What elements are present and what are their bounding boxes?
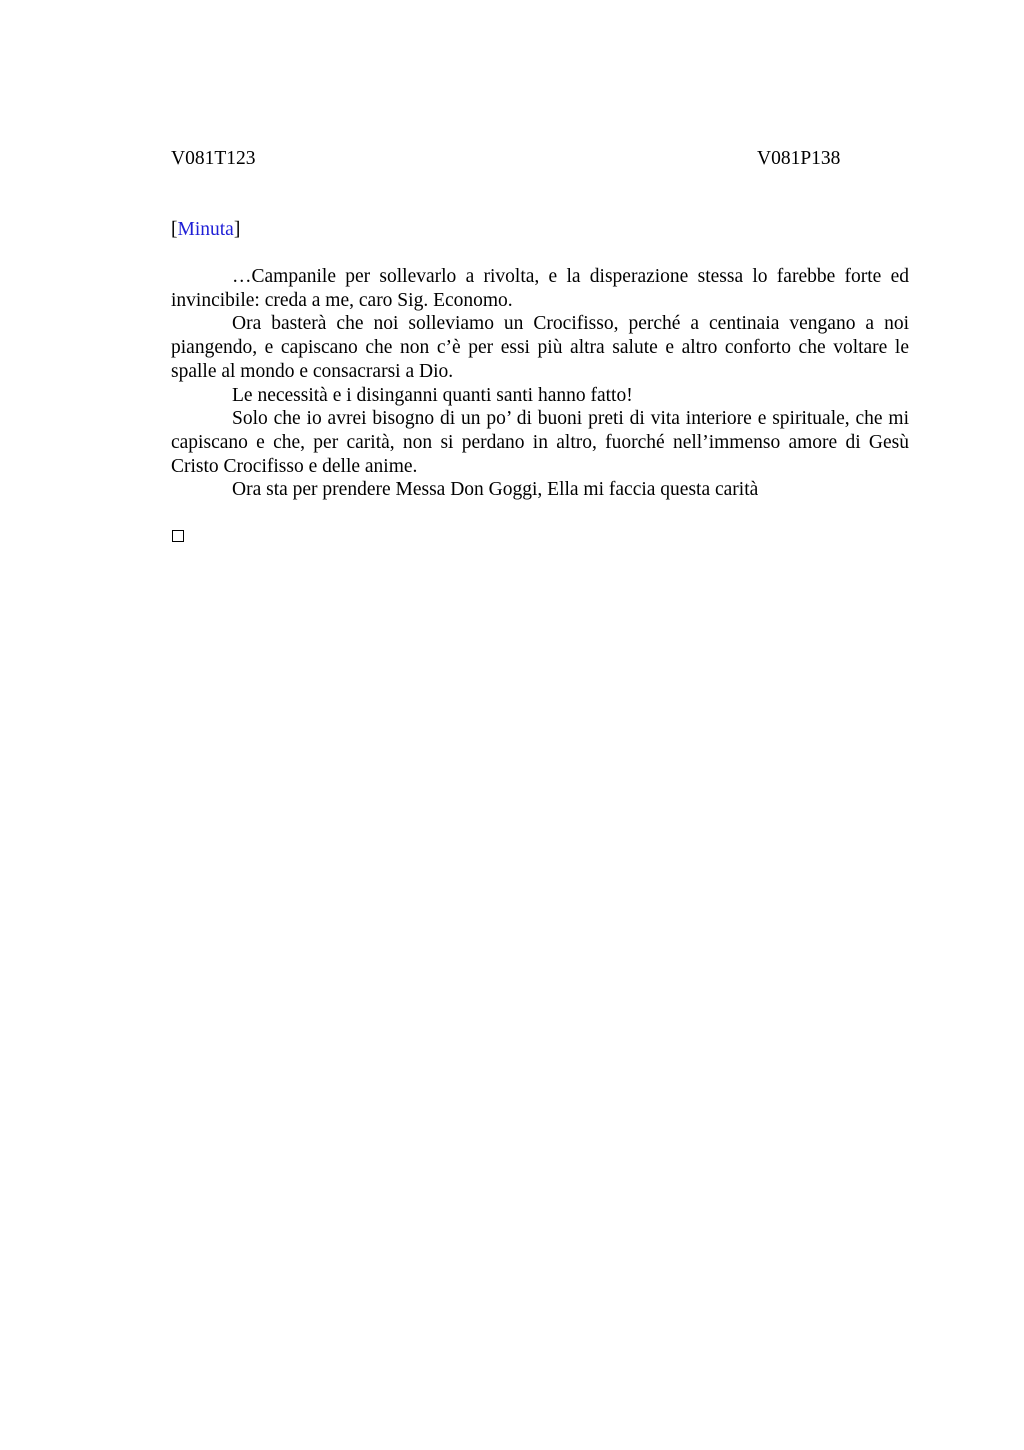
section-close-bracket: ] — [233, 219, 241, 240]
paragraph: Solo che io avrei bisogno di un po’ di buoni preti di vita interiore e spirituale, che mi capiscano e che, per carità, non si perdano in altro, fuorché nell’immenso amore di Gesù Cristo Crocifisso e delle anime. — [171, 408, 909, 477]
section-open-bracket: [ — [171, 219, 178, 240]
paragraph: …Campanile per sollevarlo a rivolta, e la disperazione stessa lo farebbe forte ed invincibile: creda a me, caro Sig. Economo. — [171, 266, 909, 311]
paragraph: Le necessità e i disinganni quanti santi hanno fatto! — [232, 384, 633, 406]
empty-square-icon — [172, 530, 184, 542]
section-label-link[interactable]: Minuta — [177, 219, 234, 240]
paragraph: Ora basterà che noi solleviamo un Crocifisso, perché a centinaia vengano a noi piangendo, e capiscano che non c’è per essi più altra salute e altro conforto che voltare le spalle al mondo e consacrarsi a Dio. — [171, 313, 909, 382]
document-header — [171, 146, 909, 172]
document-code-left: V081T123 — [171, 148, 256, 169]
section-label — [171, 217, 240, 243]
document-page — [171, 0, 909, 1450]
letter-body — [171, 265, 909, 502]
document-code-right: V081P138 — [757, 148, 841, 169]
paragraph: Ora sta per prendere Messa Don Goggi, Ella mi faccia questa carità — [232, 479, 759, 501]
